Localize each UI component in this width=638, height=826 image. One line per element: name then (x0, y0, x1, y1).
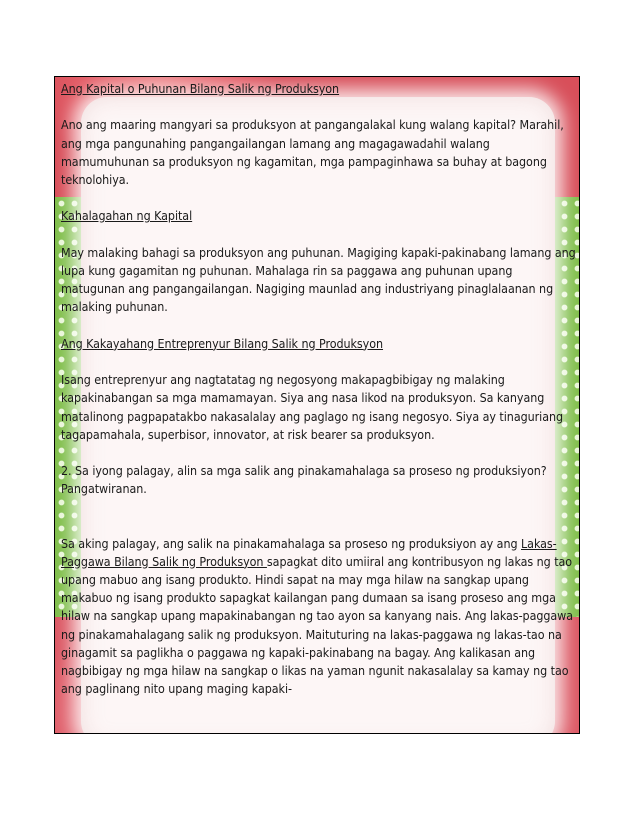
answer-start: Sa aking palagay, ang salik na pinakamahalaga sa proseso ng produksiyon ay ang (61, 535, 521, 551)
answer-rest: sapagkat dito umiiral ang kontribusyon ng lakas ng tao upang mabuo ang isang produkto. Hindi sapat na may mga hilaw na sangkap upang makabuo ng isang produkto sapagkat kailangan pang dumaan sa isang proseso ang mga hilaw na sangkap upang mapakinabangan ng tao ayon sa kanyang nais. Ang lakas-paggawa ng pinakamahalagang salik ng produksyon. Maituturing na lakas-paggawa ng lakas-tao na ginagamit sa paglikha o paggawa ng kapaki-pakinabang na bagay. Ang kalikasan ang nagbibigay ng mga hilaw na sangkap o likas na yaman ngunit nakasalalay sa kamay ng tao ang paglinang nito upang maging kapaki- (61, 553, 574, 697)
document-text (61, 80, 577, 732)
answer-paragraph (61, 535, 577, 699)
paragraph-kapital: Ano ang maaring mangyari sa produksyon at pangangalakal kung walang kapital? Marahil, ang mga pangunahing pangangailangan lamang ang magagawadahil walang mamumuhunan sa produksyon ng kagamitan, mga pampaginhawa sa buhay at bagong teknolohiya. (61, 117, 564, 187)
heading-kapital: Ang Kapital o Puhunan Bilang Salik ng Produksyon (61, 81, 340, 96)
paragraph-entreprenyur: Isang entreprenyur ang nagtatatag ng negosyong makapagbibigay ng malaking kapakinabangan sa mga mamamayan. Siya ang nasa likod na produksyon. Sa kanyang matalinong pagpapatakbo nakasalalay ang paglago ng isang negosyo. Siya ay tinaguriang tagapamahala, superbisor, innovator, at risk bearer sa produksyon. (61, 372, 564, 442)
paragraph-kahalagahan: May malaking bahagi sa produksyon ang puhunan. Magiging kapaki-pakinabang lamang ang lupa kung gagamitan ng puhunan. Mahalaga rin sa paggawa ang puhunan upang matugunan ang pangangailangan. Nagiging maunlad ang industriyang pinaglalaanan ng malaking puhunan. (61, 244, 576, 315)
heading-kahalagahan: Kahalagahan ng Kapital (61, 208, 193, 224)
question-text: 2. Sa iyong palagay, alin sa mga salik ang pinakamahalaga sa proseso ng produksiyon? Pangatwiranan. (61, 463, 547, 497)
heading-entreprenyur: Ang Kakayahang Entreprenyur Bilang Salik ng Produksyon (61, 335, 384, 351)
answer-underlined-term: Lakas-Paggawa Bilang Salik ng Produksyon (61, 535, 557, 569)
